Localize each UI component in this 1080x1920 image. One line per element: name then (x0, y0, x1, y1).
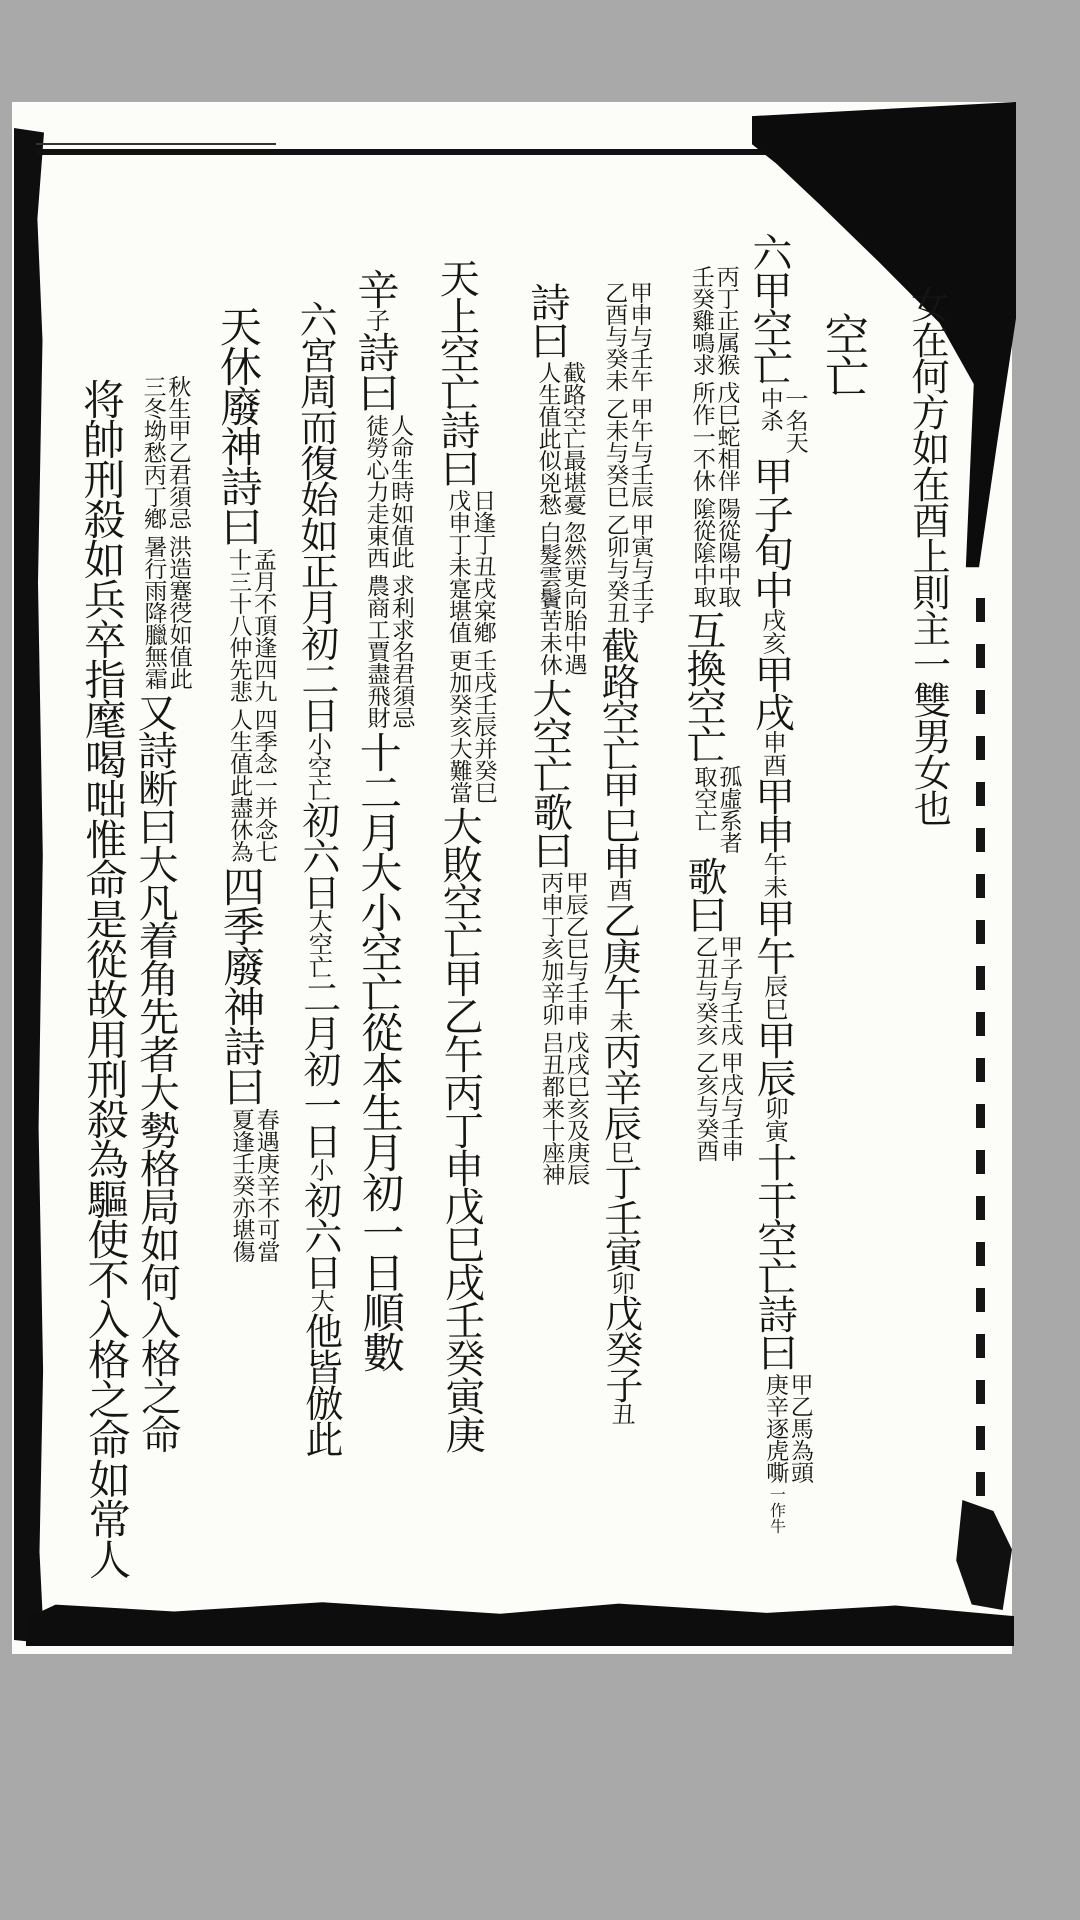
note-right-subcolumn: 洪造蹇徔如值此 (166, 534, 192, 689)
note-left-subcolumn: 丙申丁亥加辛卯 (537, 870, 564, 1026)
note-left-subcolumn: 壬癸雞鳴求 (688, 264, 715, 376)
note-left-subcolumn: 暑行雨降臘無霜 (141, 534, 168, 690)
interlinear-note-pair (688, 265, 738, 375)
note-left-subcolumn: 乙亥与癸酉 (692, 1050, 719, 1162)
interlinear-note-pair (762, 1373, 812, 1483)
small-annotation: 子 (361, 307, 388, 332)
small-annotation: 一作牛 (767, 1485, 785, 1535)
text-segment: 戊癸子 (598, 1293, 642, 1403)
note-left-subcolumn: 所作一不休 (689, 380, 716, 492)
note-left-subcolumn: 取空亡 (691, 764, 717, 832)
text-segment: 甲巳申 (595, 769, 639, 879)
interlinear-note-pair (363, 574, 413, 728)
note-left-subcolumn: 農商工賈盡飛財 (363, 573, 390, 729)
interlinear-note-pair (689, 381, 739, 491)
column-jielu-kongwang (595, 278, 657, 1425)
text-segment: 六宮周而復始如正月初二日 (292, 299, 338, 733)
interlinear-note-pair (228, 1108, 278, 1262)
note-right-subcolumn: 戊戌巳亥及庚辰 (563, 1030, 590, 1185)
interlinear-note-pair (601, 281, 651, 391)
text-segment: 十二月大小空亡從本生月初一日順數 (353, 730, 404, 1372)
note-left-subcolumn: 乙卯与癸丑 (603, 512, 629, 624)
note-right-subcolumn: 孤虛系者 (716, 764, 742, 853)
small-annotation: 午未 (759, 851, 786, 899)
interlinear-note-pair (603, 513, 653, 623)
text-segment: 女在何方如在酉上則主一雙男女也 (904, 284, 950, 826)
note-right-subcolumn: 截路空亡最堪憂 (560, 360, 586, 515)
note-right-subcolumn: 春遇庚辛不可當 (253, 1107, 280, 1262)
margin-note (883, 285, 948, 825)
note-left-subcolumn: 徒勞心力走東西 (363, 413, 389, 569)
note-left-subcolumn: 人生值此似兇愁 (535, 360, 562, 516)
column-liujia-kongwang (730, 232, 813, 1534)
small-annotation: 巳 (605, 1139, 632, 1164)
text-segment: 乙庚午 (596, 900, 639, 1010)
text-segment: 甲辰 (750, 1019, 797, 1097)
interlinear-note-pair (444, 489, 494, 643)
text-segment: 甲午 (750, 897, 796, 975)
text-segment: 天上空亡詩曰 (434, 257, 481, 487)
text-segment: 二月初一日 (296, 977, 340, 1159)
text-segment: 甲乙午丙丁申戊巳戌壬癸寅庚 (437, 957, 486, 1453)
interlinear-note-pair (692, 1051, 742, 1161)
text-segment: 空亡 (817, 311, 868, 397)
note-right-subcolumn: 丙丁正属猴 (713, 264, 740, 375)
interlinear-note-pair (225, 548, 275, 702)
interlinear-note-pair (691, 765, 741, 853)
small-annotation: 小 (305, 1157, 332, 1181)
text-segment: 甲申 (749, 775, 796, 853)
small-annotation: 辰巳 (759, 973, 786, 1021)
text-segment: 甲戌 (748, 653, 795, 731)
text-segment: 丙辛辰 (597, 1031, 640, 1141)
top-border-rule-thin (36, 143, 276, 145)
note-right-subcolumn: 忽然更向胎中遇 (560, 520, 587, 675)
note-right-subcolumn: 四季念一并念七 (251, 707, 278, 862)
interlinear-note-pair (602, 397, 652, 507)
small-annotation: 小空亡 (303, 731, 330, 801)
left-border-bar (14, 128, 44, 1643)
interlinear-note-pair (689, 497, 739, 607)
note-left-subcolumn: 夏逢壬癸亦堪傷 (228, 1107, 255, 1263)
note-right-subcolumn: 甲申与壬午 (627, 280, 653, 391)
small-annotation: 大空亡 (304, 908, 331, 978)
text-segment: 四季廢神詩曰 (216, 864, 264, 1106)
text-segment: 互換空亡 (680, 609, 727, 763)
column-jiangshuai-comment (47, 377, 130, 1579)
text-segment: 詩曰 (524, 281, 571, 359)
note-left-subcolumn: 白髮雲鬢苦未休 (536, 520, 562, 676)
note-right-subcolumn: 甲戌与壬申 (717, 1050, 744, 1161)
column-twelve-month-kongwang (349, 268, 417, 1371)
text-segment: 截路空亡 (594, 625, 638, 771)
interlinear-note-pair (140, 535, 190, 689)
interlinear-note-pair (362, 414, 412, 568)
note-right-subcolumn: 甲午与壬辰 (627, 396, 654, 507)
interlinear-note-pair (445, 649, 495, 803)
section-heading (810, 311, 868, 397)
note-left-subcolumn: 更加癸亥大難當 (446, 648, 472, 804)
column-tianshang-kongwang (421, 258, 499, 1452)
note-left-subcolumn: 戊申丁未寔堪值 (445, 488, 472, 644)
note-left-subcolumn: 乙未与癸巳 (602, 396, 629, 508)
text-segment: 初六日 (297, 1180, 341, 1290)
text-segment: 詩曰 (351, 330, 399, 412)
interlinear-note-pair (538, 1031, 588, 1185)
interlinear-note-pair (534, 361, 584, 515)
note-right-subcolumn: 甲乙馬為頭 (787, 1372, 814, 1483)
note-right-subcolumn: 人命生時如值此 (387, 413, 414, 568)
column-huhuan-kongwang (680, 262, 744, 1164)
note-left-subcolumn: 隂從隂中取 (690, 496, 716, 608)
note-right-subcolumn: 陽從陽中取 (714, 496, 741, 607)
small-annotation: 卯 (606, 1270, 633, 1295)
text-segment: 十干空亡詩曰 (751, 1141, 798, 1371)
note-right-subcolumn: 甲寅与壬子 (628, 512, 654, 623)
note-right-subcolumn: 一名天 (782, 386, 808, 453)
text-segment: 又詩断曰大凡着角先者大勢格局如何入格之命 (132, 691, 181, 1453)
note-left-subcolumn: 十三十八仲先悲 (225, 547, 252, 703)
note-left-subcolumn: 乙酉与癸未 (602, 280, 628, 392)
column-jielu-poem (520, 282, 589, 1188)
note-right-subcolumn: 壬戌壬辰并癸巳 (470, 648, 497, 803)
text-segment: 将帥刑殺如兵卒指麾喝咄惟命是從故用刑殺為驅使不入格之命如常人 (76, 377, 130, 1579)
text-segment: 大空亡歌曰 (526, 677, 573, 869)
right-border-dotted (976, 598, 985, 1500)
small-annotation: 酉 (604, 877, 631, 902)
text-segment: 天休廢神詩曰 (213, 304, 261, 546)
interlinear-note-pair (535, 521, 585, 675)
small-annotation: 戌亥 (757, 607, 784, 655)
column-tianxiu-feishen (213, 304, 280, 1265)
top-border-rule (36, 149, 798, 155)
text-segment: 初六日 (295, 800, 339, 910)
column-siji-feishen-cont (127, 372, 195, 1452)
note-right-subcolumn: 日逢丁丑戌宲鄕 (470, 488, 496, 643)
text-segment: 歌曰 (681, 855, 728, 933)
text-segment: 辛 (351, 267, 398, 309)
note-left-subcolumn: 人生值此盡休為 (226, 707, 253, 863)
small-annotation: 卯寅 (760, 1095, 787, 1143)
interlinear-note-pair (537, 871, 587, 1025)
note-right-subcolumn: 甲辰乙巳与壬申 (562, 870, 589, 1025)
small-annotation: 申酉 (758, 729, 785, 777)
note-left-subcolumn: 吕丑都来十座神 (538, 1030, 565, 1186)
interlinear-note-pair (692, 935, 742, 1045)
note-right-subcolumn: 求利求名君須忌 (388, 573, 415, 728)
small-annotation: 未 (604, 1008, 632, 1033)
note-right-subcolumn: 秋生甲乙君須忌 (165, 374, 191, 529)
note-right-subcolumn: 戊巳蛇相伴 (714, 380, 740, 491)
text-segment: 甲子旬中 (747, 455, 794, 609)
note-left-subcolumn: 中杀 (757, 386, 783, 432)
small-annotation: 丑 (607, 1401, 634, 1426)
interlinear-note-pair (226, 708, 276, 862)
text-segment: 他皆倣此 (298, 1311, 342, 1457)
text-segment: 六甲空亡 (746, 231, 793, 385)
note-left-subcolumn: 庚辛逐虎嘶 (762, 1372, 789, 1484)
text-segment: 丁壬寅 (597, 1162, 641, 1272)
interlinear-note-pair (140, 375, 190, 529)
note-right-subcolumn: 甲子与壬戌 (717, 934, 743, 1045)
text-segment: 大敗空亡 (436, 805, 483, 959)
note-left-subcolumn: 乙丑与癸亥 (692, 934, 718, 1046)
note-right-subcolumn: 孟月不頂逢四九 (250, 547, 277, 702)
interlinear-note-pair (757, 387, 807, 453)
note-left-subcolumn: 三冬坳愁丙丁鄕 (140, 374, 167, 530)
small-annotation: 大 (306, 1288, 333, 1312)
